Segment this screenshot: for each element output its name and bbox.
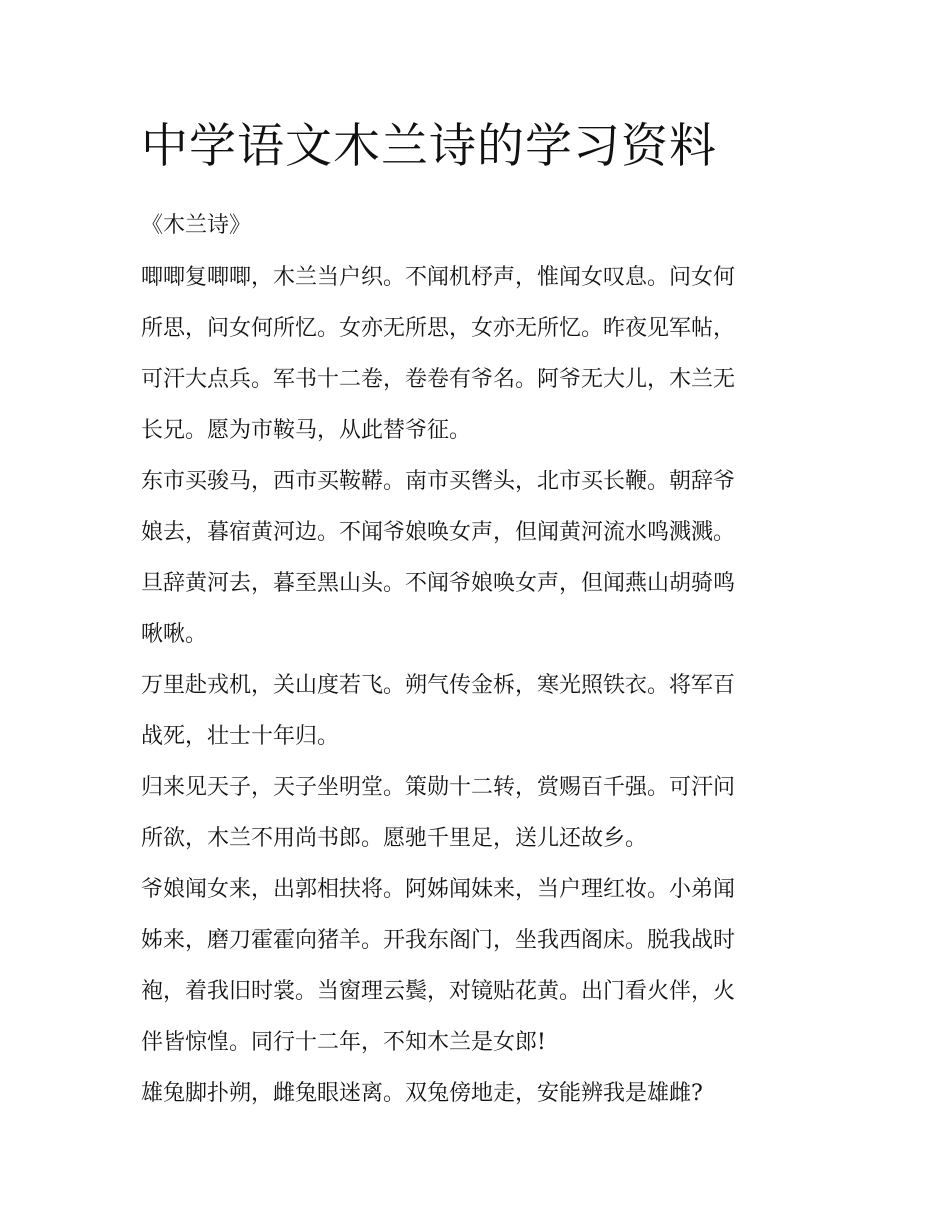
paragraph-4: [141, 762, 821, 864]
text-line: 东市买骏马，西市买鞍鞯。南市买辔头，北市买长鞭。朝辞爷: [141, 469, 736, 494]
document-title: 中学语文木兰诗的学习资料: [141, 119, 717, 174]
text-line: 旦辞黄河去，暮至黑山头。不闻爷娘唤女声，但闻燕山胡骑鸣: [141, 571, 736, 596]
paragraph-1: [141, 252, 821, 456]
text-line: 可汗大点兵。军书十二卷，卷卷有爷名。阿爷无大儿，木兰无: [141, 367, 736, 392]
paragraph-5: [141, 864, 821, 1068]
text-line: 万里赴戎机，关山度若飞。朔气传金柝，寒光照铁衣。将军百: [141, 673, 736, 698]
text-line: 啾啾。: [141, 622, 208, 647]
poem-heading: 《木兰诗》: [141, 213, 252, 238]
text-line: 唧唧复唧唧，木兰当户织。不闻机杼声，惟闻女叹息。问女何: [141, 265, 736, 290]
paragraph-2: [141, 456, 821, 660]
text-line: 战死，壮士十年归。: [141, 724, 340, 749]
text-line: 雄兔脚扑朔，雌兔眼迷离。双兔傍地走，安能辨我是雄雌?: [141, 1081, 703, 1106]
text-line: 袍，着我旧时裳。当窗理云鬓，对镜贴花黄。出门看火伴，火: [141, 979, 736, 1004]
text-line: 所思，问女何所忆。女亦无所思，女亦无所忆。昨夜见军帖，: [141, 316, 736, 341]
text-line: 伴皆惊惶。同行十二年，不知木兰是女郎!: [141, 1030, 546, 1055]
text-line: 爷娘闻女来，出郭相扶将。阿姊闻妹来，当户理红妆。小弟闻: [141, 877, 736, 902]
text-line: 长兄。愿为市鞍马，从此替爷征。: [141, 418, 472, 443]
paragraph-6: [141, 1068, 821, 1119]
paragraph-3: [141, 660, 821, 762]
text-line: 归来见天子，天子坐明堂。策勋十二转，赏赐百千强。可汗问: [141, 775, 736, 800]
document-page: [141, 112, 821, 1119]
text-line: 所欲，木兰不用尚书郎。愿驰千里足，送儿还故乡。: [141, 826, 648, 851]
text-line: 姊来，磨刀霍霍向猪羊。开我东阁门，坐我西阁床。脱我战时: [141, 928, 736, 953]
text-line: 娘去，暮宿黄河边。不闻爷娘唤女声，但闻黄河流水鸣溅溅。: [141, 520, 736, 545]
